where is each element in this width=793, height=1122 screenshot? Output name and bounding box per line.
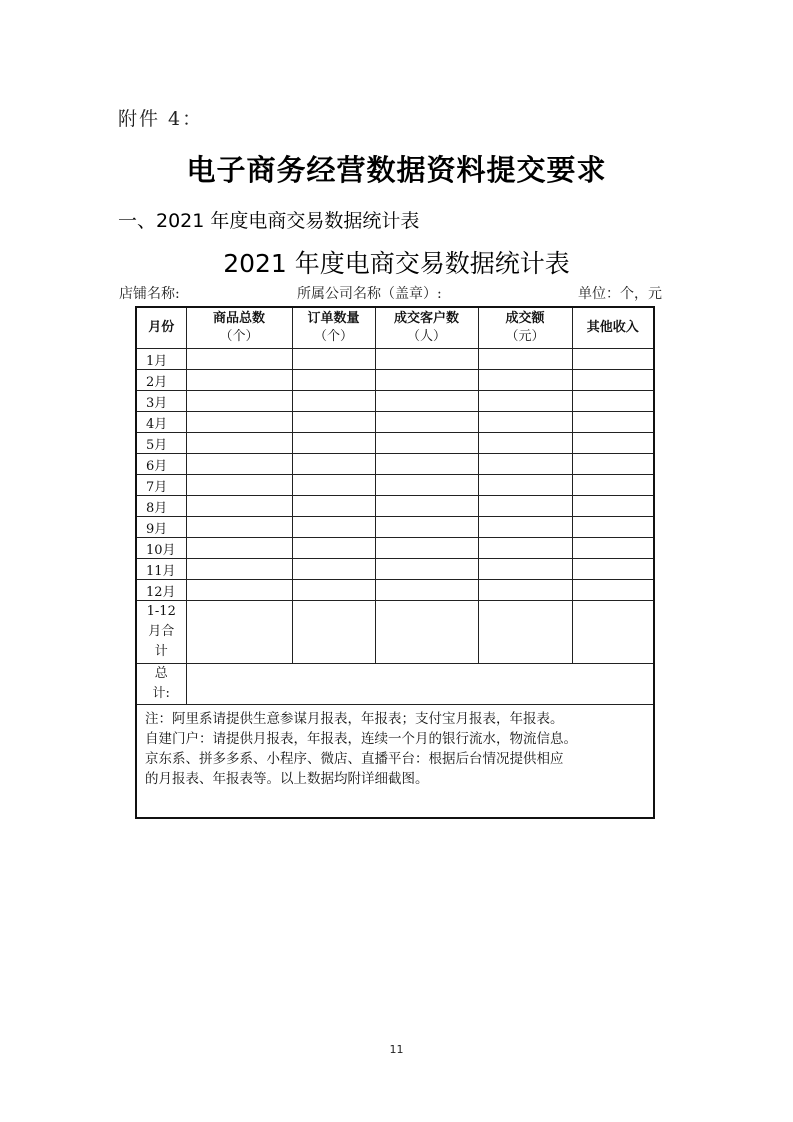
table-cell[interactable] — [186, 559, 292, 580]
table-cell[interactable] — [186, 496, 292, 517]
month-label: 1月 — [136, 349, 186, 370]
page-number: 11 — [389, 1043, 404, 1056]
column-header-label: 月份 — [148, 320, 175, 335]
month-row — [136, 517, 654, 538]
table-cell[interactable] — [292, 412, 375, 433]
grand-total-cell[interactable] — [186, 664, 654, 705]
table-cell[interactable] — [572, 391, 654, 412]
unit-label: 单位：个，元 — [578, 286, 662, 302]
month-row — [136, 559, 654, 580]
note-row — [136, 705, 654, 819]
table-cell[interactable] — [186, 538, 292, 559]
month-row — [136, 475, 654, 496]
table-cell[interactable] — [292, 559, 375, 580]
table-cell[interactable] — [572, 433, 654, 454]
table-cell[interactable] — [292, 433, 375, 454]
column-header-label: 成交客户数 — [393, 311, 459, 326]
note-line: 注：阿里系请提供生意参谋月报表，年报表；支付宝月报表，年报表。 — [145, 711, 564, 727]
table-cell[interactable] — [186, 433, 292, 454]
month-label: 11月 — [136, 559, 186, 580]
table-cell[interactable] — [375, 349, 478, 370]
table-cell[interactable] — [292, 496, 375, 517]
table-cell[interactable] — [375, 475, 478, 496]
table-cell[interactable] — [572, 496, 654, 517]
note-line: 的月报表、年报表等。以上数据均附详细截图。 — [145, 771, 429, 787]
column-header-unit: （个） — [219, 329, 259, 344]
table-cell[interactable] — [292, 517, 375, 538]
table-cell[interactable] — [572, 454, 654, 475]
table-cell[interactable] — [186, 391, 292, 412]
note-line: 自建门户：请提供月报表，年报表，连续一个月的银行流水，物流信息。 — [145, 731, 577, 747]
month-label: 8月 — [136, 496, 186, 517]
subtotal-row — [136, 601, 654, 664]
month-row — [136, 412, 654, 433]
column-header-label: 订单数量 — [307, 311, 360, 326]
document-title: 电子商务经营数据资料提交要求 — [186, 153, 607, 187]
column-header-turnover — [478, 307, 572, 349]
table-cell[interactable] — [478, 559, 572, 580]
month-row — [136, 496, 654, 517]
table-cell[interactable] — [292, 370, 375, 391]
month-label: 5月 — [136, 433, 186, 454]
table-cell[interactable] — [375, 454, 478, 475]
month-row — [136, 349, 654, 370]
column-header-unit: （个） — [313, 329, 353, 344]
month-row — [136, 454, 654, 475]
table-cell[interactable] — [375, 370, 478, 391]
month-label: 7月 — [136, 475, 186, 496]
month-row — [136, 538, 654, 559]
table-cell[interactable] — [478, 349, 572, 370]
table-cell[interactable] — [292, 601, 375, 664]
table-cell[interactable] — [572, 475, 654, 496]
table-cell[interactable] — [478, 475, 572, 496]
grand-total-row — [136, 664, 654, 705]
column-header-other-income — [572, 307, 654, 349]
table-cell[interactable] — [478, 580, 572, 601]
grand-total-label: 总 计: — [136, 664, 186, 705]
table-header-row — [136, 307, 654, 349]
month-label: 12月 — [136, 580, 186, 601]
company-name-label: 所属公司名称（盖章）: — [297, 286, 442, 302]
column-header-order-count — [292, 307, 375, 349]
month-label: 6月 — [136, 454, 186, 475]
table-cell[interactable] — [478, 370, 572, 391]
table-cell[interactable] — [478, 433, 572, 454]
column-header-label: 其他收入 — [586, 320, 639, 335]
table-cell[interactable] — [572, 349, 654, 370]
table-cell[interactable] — [478, 496, 572, 517]
table-cell[interactable] — [478, 601, 572, 664]
table-cell[interactable] — [186, 370, 292, 391]
table-cell[interactable] — [572, 580, 654, 601]
month-label: 3月 — [136, 391, 186, 412]
table-cell[interactable] — [375, 559, 478, 580]
month-row — [136, 433, 654, 454]
table-cell[interactable] — [572, 601, 654, 664]
table-cell[interactable] — [292, 454, 375, 475]
column-header-customer-count — [375, 307, 478, 349]
table-cell[interactable] — [572, 370, 654, 391]
table-cell[interactable] — [572, 412, 654, 433]
month-label: 9月 — [136, 517, 186, 538]
note-cell — [136, 705, 654, 819]
table-cell[interactable] — [292, 538, 375, 559]
table-cell[interactable] — [478, 391, 572, 412]
table-cell[interactable] — [375, 580, 478, 601]
table-cell[interactable] — [186, 412, 292, 433]
table-cell[interactable] — [292, 580, 375, 601]
table-cell[interactable] — [186, 580, 292, 601]
month-label: 2月 — [136, 370, 186, 391]
attachment-label: 附件 4： — [118, 108, 204, 130]
table-cell[interactable] — [478, 412, 572, 433]
store-name-label: 店铺名称: — [119, 286, 180, 302]
table-cell[interactable] — [292, 391, 375, 412]
table-cell[interactable] — [375, 433, 478, 454]
month-row — [136, 370, 654, 391]
table-cell[interactable] — [292, 349, 375, 370]
table-cell[interactable] — [292, 475, 375, 496]
month-row — [136, 391, 654, 412]
table-cell[interactable] — [186, 475, 292, 496]
table-cell[interactable] — [375, 601, 478, 664]
table-cell[interactable] — [375, 412, 478, 433]
table-cell[interactable] — [478, 454, 572, 475]
table-cell[interactable] — [186, 601, 292, 664]
table-cell[interactable] — [186, 454, 292, 475]
column-header-unit: （元） — [505, 329, 545, 344]
column-header-unit: （人） — [406, 329, 446, 344]
table-cell[interactable] — [375, 496, 478, 517]
column-header-month — [136, 307, 186, 349]
month-label: 10月 — [136, 538, 186, 559]
table-cell[interactable] — [572, 517, 654, 538]
month-label: 4月 — [136, 412, 186, 433]
table-cell[interactable] — [186, 349, 292, 370]
statistics-table — [135, 306, 655, 819]
table-cell[interactable] — [375, 538, 478, 559]
table-cell[interactable] — [375, 391, 478, 412]
column-header-product-count — [186, 307, 292, 349]
table-cell[interactable] — [478, 517, 572, 538]
note-line: 京东系、拼多多系、小程序、微店、直播平台：根据后台情况提供相应 — [145, 751, 564, 767]
column-header-label: 商品总数 — [212, 311, 265, 326]
table-cell[interactable] — [375, 517, 478, 538]
section-heading: 一、2021 年度电商交易数据统计表 — [118, 210, 420, 232]
table-cell[interactable] — [572, 559, 654, 580]
table-cell[interactable] — [186, 517, 292, 538]
table-cell[interactable] — [478, 538, 572, 559]
subtotal-label: 1-12 月合 计 — [136, 601, 186, 664]
table-cell[interactable] — [572, 538, 654, 559]
table-title: 2021 年度电商交易数据统计表 — [223, 249, 570, 278]
month-row — [136, 580, 654, 601]
column-header-label: 成交额 — [505, 311, 545, 326]
